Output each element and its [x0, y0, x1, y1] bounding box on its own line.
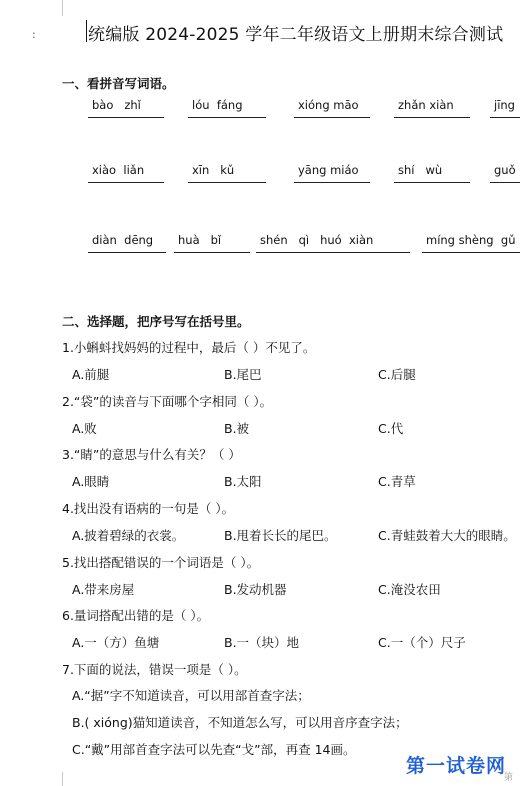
pinyin-blank[interactable]: xióng māo [294, 97, 370, 118]
option-c[interactable]: C.后腿 [378, 367, 416, 382]
site-watermark-logo: 第一试卷网 [406, 755, 507, 777]
pinyin-blank[interactable]: diàn dēng [88, 232, 166, 253]
question-stem: 5.找出搭配错误的一个词语是（ ）。 [62, 555, 260, 570]
option-a[interactable]: A.带来房屋 [72, 582, 135, 597]
question-stem: 3.“睛”的意思与什么有关？（ ） [62, 447, 241, 462]
pinyin-blank[interactable]: huà bǐ [174, 232, 250, 253]
section2-heading: 二、选择题，把序号写在括号里。 [62, 314, 250, 329]
document-title[interactable]: 统编版 2024-2025 学年二年级语文上册期末综合测试 [88, 25, 504, 45]
option-b[interactable]: B.一（块）地 [224, 635, 300, 650]
option-b[interactable]: B.发动机器 [224, 582, 287, 597]
question-stem: 1.小蝌蚪找妈妈的过程中，最后（ ）不见了。 [62, 340, 316, 355]
option-c[interactable]: C.青蛙鼓着大大的眼睛。 [378, 528, 516, 543]
question-stem: 4.找出没有语病的一句是（ ）。 [62, 501, 235, 516]
option-b[interactable]: B.尾巴 [224, 367, 262, 382]
option-c[interactable]: C.代 [378, 421, 404, 436]
pinyin-blank[interactable]: yāng miáo [294, 162, 370, 183]
margin-corner-bottom [62, 772, 63, 786]
pinyin-blank[interactable]: shén qì huó xiàn [256, 232, 410, 253]
margin-corner-top [62, 0, 63, 16]
text-cursor [86, 20, 87, 42]
option-c[interactable]: C.青草 [378, 474, 416, 489]
option-a[interactable]: A.披着碧绿的衣裳。 [72, 528, 185, 543]
pinyin-blank[interactable]: xiào liǎn [88, 162, 164, 183]
option-b[interactable]: B.( xióng)猫知道读音，不知道怎么写，可以用音序查字法； [72, 715, 408, 730]
option-a[interactable]: A.前腿 [72, 367, 110, 382]
pinyin-blank[interactable]: míng shèng gǔ [422, 232, 520, 253]
option-c[interactable]: C.淹没农田 [378, 582, 441, 597]
question-stem: 2.“袋”的读音与下面哪个字相同（ ）。 [62, 394, 273, 409]
option-b[interactable]: B.太阳 [224, 474, 262, 489]
question-stem: 6.量词搭配出错的是（ ）。 [62, 608, 210, 623]
section1-heading: 一、看拼音写词语。 [62, 76, 175, 91]
option-c[interactable]: C.一（个）尺子 [378, 635, 466, 650]
option-b[interactable]: B.被 [224, 421, 250, 436]
pinyin-blank[interactable]: jīng [490, 97, 520, 118]
option-a[interactable]: A.一（方）鱼塘 [72, 635, 160, 650]
question-stem: 7.下面的说法，错误一项是（ ）。 [62, 662, 247, 677]
pinyin-blank[interactable]: lóu fáng [188, 97, 266, 118]
option-a[interactable]: A.“据”字不知道读音，可以用部首查字法； [72, 688, 310, 703]
pinyin-blank[interactable]: xīn kǔ [188, 162, 266, 183]
pinyin-blank[interactable]: guǒ [490, 162, 520, 183]
margin-mark: : [32, 28, 36, 41]
option-a[interactable]: A.眼睛 [72, 474, 110, 489]
pinyin-blank[interactable]: shí wù [394, 162, 470, 183]
pinyin-blank[interactable]: zhǎn xiàn [394, 97, 470, 118]
option-a[interactable]: A.败 [72, 421, 97, 436]
pinyin-blank[interactable]: bào zhǐ [88, 97, 164, 118]
option-c[interactable]: C.“戴”用部首查字法可以先查“戈”部，再查 14画。 [72, 742, 356, 757]
option-b[interactable]: B.甩着长长的尾巴。 [224, 528, 337, 543]
watermark-tail: 第 [504, 773, 514, 783]
